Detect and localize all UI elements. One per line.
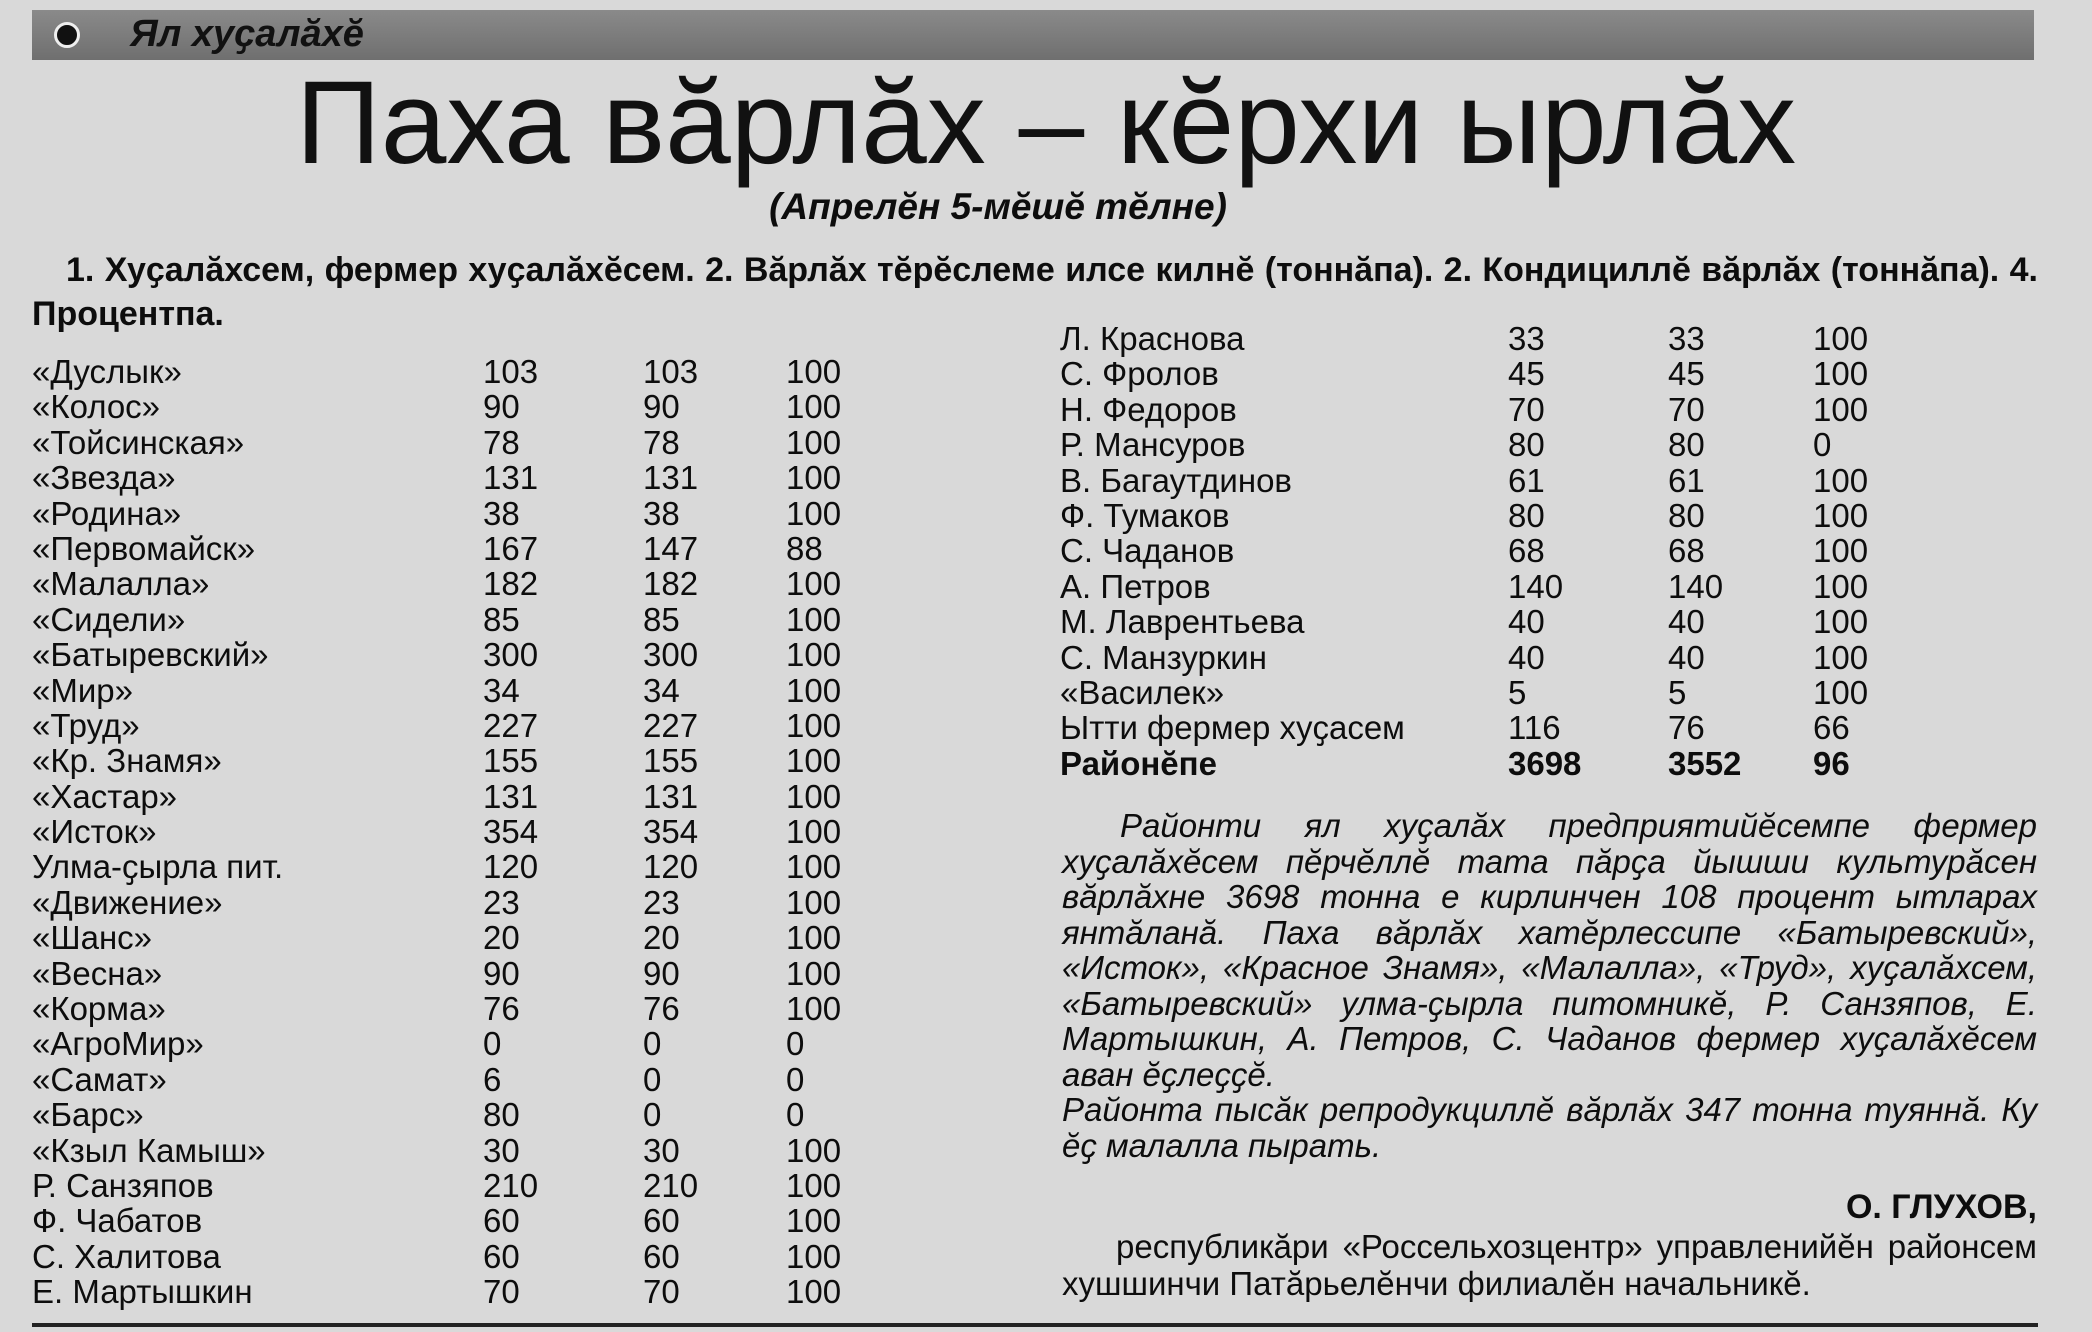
percent-cell: 100: [786, 459, 842, 497]
percent-cell: 100: [786, 1237, 842, 1275]
conditional-tonnes-cell: 38: [643, 494, 680, 532]
farm-name-cell: «Батыревский»: [32, 636, 269, 674]
seed-table-right: [1060, 321, 2040, 781]
farm-name-cell: М. Лаврентьева: [1060, 603, 1305, 641]
conditional-tonnes-cell: 30: [643, 1131, 680, 1169]
percent-cell: 100: [1813, 673, 1869, 711]
conditional-tonnes-cell: 70: [1668, 390, 1705, 428]
farm-name-cell: Е. Мартышкин: [32, 1273, 253, 1311]
submitted-tonnes-cell: 5: [1508, 673, 1527, 711]
farm-name-cell: «Исток»: [32, 813, 157, 851]
submitted-tonnes-cell: 45: [1508, 355, 1545, 393]
summary-text-2: Районта пысӑк репродукциллӗ вӑрлӑх 347 тонна туяннӑ. Ку ӗҫ малалла пырать.: [1062, 1091, 2037, 1164]
percent-cell: 100: [786, 671, 842, 709]
legend-text: 1. Хуҫалӑхсем, фермер хуҫалӑхӗсем. 2. Вӑрлӑх тӗрӗслеме илсе килнӗ (тоннӑпа). 2. Кондициллӗ вӑрлӑх (тоннӑпа). 4. Процентпа.: [32, 251, 2038, 333]
farm-name-cell: Улма-ҫырла пит.: [32, 848, 284, 886]
submitted-tonnes-cell: 131: [483, 459, 539, 497]
percent-cell: 100: [786, 388, 842, 426]
affiliation-text: республикӑри «Россельхозцентр» управленийӗн районсем хушшинчи Патӑрьелӗнчи филиалӗн начальникӗ.: [1062, 1228, 2037, 1302]
submitted-tonnes-cell: 33: [1508, 320, 1545, 357]
table-row: [32, 956, 872, 991]
conditional-tonnes-cell: 61: [1668, 461, 1705, 499]
farm-name-cell: «Тойсинская»: [32, 423, 245, 461]
submitted-tonnes-cell: 167: [483, 529, 539, 567]
conditional-tonnes-cell: 182: [643, 565, 699, 603]
percent-cell: 100: [786, 813, 842, 851]
farm-name-cell: Районӗпе: [1060, 744, 1217, 782]
submitted-tonnes-cell: 23: [483, 883, 520, 921]
submitted-tonnes-cell: 40: [1508, 638, 1545, 676]
summary-paragraph-2: [1062, 1092, 2037, 1163]
table-row: [1060, 604, 2040, 639]
farm-name-cell: С. Фролов: [1060, 355, 1219, 393]
submitted-tonnes-cell: 140: [1508, 567, 1564, 605]
submitted-tonnes-cell: 78: [483, 423, 520, 461]
conditional-tonnes-cell: 60: [643, 1202, 680, 1240]
farm-name-cell: Р. Санзяпов: [32, 1166, 214, 1204]
table-row: [32, 743, 872, 778]
farm-name-cell: С. Чаданов: [1060, 532, 1235, 570]
farm-name-cell: «Весна»: [32, 954, 163, 992]
percent-cell: 100: [1813, 567, 1869, 605]
table-row: [32, 708, 872, 743]
table-row: [32, 1168, 872, 1203]
farm-name-cell: «Кр. Знамя»: [32, 742, 222, 780]
submitted-tonnes-cell: 85: [483, 600, 520, 638]
table-row: [32, 637, 872, 672]
percent-cell: 100: [786, 565, 842, 603]
table-row: [32, 920, 872, 955]
farm-name-cell: С. Манзуркин: [1060, 638, 1267, 676]
conditional-tonnes-cell: 131: [643, 777, 699, 815]
conditional-tonnes-cell: 147: [643, 529, 699, 567]
submitted-tonnes-cell: 80: [1508, 496, 1545, 534]
conditional-tonnes-cell: 34: [643, 671, 680, 709]
percent-cell: 0: [786, 1096, 805, 1134]
farm-name-cell: А. Петров: [1060, 567, 1211, 605]
conditional-tonnes-cell: 131: [643, 459, 699, 497]
table-row: [32, 1097, 872, 1132]
table-row: [1060, 356, 2040, 391]
percent-cell: 100: [786, 423, 842, 461]
submitted-tonnes-cell: 60: [483, 1202, 520, 1240]
percent-cell: 100: [786, 1273, 842, 1311]
percent-cell: 100: [786, 494, 842, 532]
percent-cell: 100: [786, 1202, 842, 1240]
farm-name-cell: «Малалла»: [32, 565, 210, 603]
author-name: О. ГЛУХОВ,: [1845, 1188, 2037, 1226]
summary-text-1: Районти ял хуҫалӑх предприятийӗсемпе фермер хуҫалӑхӗсем пӗрчӗллӗ тата пӑрҫа йышши культурӑсен вӑрлӑхне 3698 тонна е кирлинчен 108 процент ытларах янтӑланӑ. Паха вӑрлӑх хатӗрлессипе «Батыревский», «Исток», «Красное Знамя», «Малалла», «Труд», хуҫалӑхсем, «Батыревский» улма-ҫырла питомникӗ, Р. Санзяпов, Е. Мартышкин, А. Петров, С. Чаданов фермер хуҫалӑхӗсем аван ӗҫлеҫҫӗ.: [1062, 807, 2037, 1093]
table-row: [32, 425, 872, 460]
table-row: [1060, 640, 2040, 675]
farm-name-cell: Ытти фермер хуҫасем: [1060, 709, 1405, 747]
farm-name-cell: «Василек»: [1060, 673, 1225, 711]
percent-cell: 100: [786, 990, 842, 1028]
conditional-tonnes-cell: 90: [643, 388, 680, 426]
farm-name-cell: «Самат»: [32, 1060, 167, 1098]
farm-name-cell: «Шанс»: [32, 919, 153, 957]
farm-name-cell: «Корма»: [32, 990, 166, 1028]
conditional-tonnes-cell: 0: [643, 1096, 662, 1134]
farm-name-cell: «Первомайск»: [32, 529, 256, 567]
submitted-tonnes-cell: 131: [483, 777, 539, 815]
bullet-icon: [54, 22, 80, 48]
percent-cell: 100: [1813, 461, 1869, 499]
conditional-tonnes-cell: 20: [643, 919, 680, 957]
percent-cell: 100: [786, 777, 842, 815]
farm-name-cell: В. Багаутдинов: [1060, 461, 1292, 499]
percent-cell: 100: [786, 636, 842, 674]
table-row: [32, 849, 872, 884]
farm-name-cell: Ф. Чабатов: [32, 1202, 203, 1240]
conditional-tonnes-cell: 0: [643, 1025, 662, 1063]
submitted-tonnes-cell: 40: [1508, 603, 1545, 641]
farm-name-cell: «Барс»: [32, 1096, 144, 1134]
table-row: [1060, 427, 2040, 462]
submitted-tonnes-cell: 61: [1508, 461, 1545, 499]
table-row: [32, 460, 872, 495]
conditional-tonnes-cell: 5: [1668, 673, 1687, 711]
conditional-tonnes-cell: 227: [643, 706, 699, 744]
conditional-tonnes-cell: 76: [643, 990, 680, 1028]
conditional-tonnes-cell: 140: [1668, 567, 1724, 605]
farm-name-cell: «Движение»: [32, 883, 223, 921]
conditional-tonnes-cell: 210: [643, 1166, 699, 1204]
percent-cell: 96: [1813, 744, 1850, 782]
conditional-tonnes-cell: 33: [1668, 320, 1705, 357]
farm-name-cell: Ф. Тумаков: [1060, 496, 1230, 534]
submitted-tonnes-cell: 90: [483, 954, 520, 992]
conditional-tonnes-cell: 80: [1668, 426, 1705, 464]
conditional-tonnes-cell: 23: [643, 883, 680, 921]
submitted-tonnes-cell: 120: [483, 848, 539, 886]
submitted-tonnes-cell: 34: [483, 671, 520, 709]
submitted-tonnes-cell: 155: [483, 742, 539, 780]
submitted-tonnes-cell: 227: [483, 706, 539, 744]
article-subheadline: (Апрелӗн 5-мӗшӗ тӗлне): [769, 186, 1227, 227]
table-row: [32, 1203, 872, 1238]
table-row: [1060, 498, 2040, 533]
table-row: [1060, 533, 2040, 568]
percent-cell: 0: [1813, 426, 1832, 464]
percent-cell: 100: [1813, 496, 1869, 534]
submitted-tonnes-cell: 3698: [1508, 744, 1582, 782]
conditional-tonnes-cell: 80: [1668, 496, 1705, 534]
percent-cell: 100: [1813, 355, 1869, 393]
farm-name-cell: «Кзыл Камыш»: [32, 1131, 266, 1169]
percent-cell: 66: [1813, 709, 1850, 747]
farm-name-cell: «Родина»: [32, 494, 182, 532]
table-row: [32, 389, 872, 424]
submitted-tonnes-cell: 60: [483, 1237, 520, 1275]
conditional-tonnes-cell: 3552: [1668, 744, 1742, 782]
submitted-tonnes-cell: 182: [483, 565, 539, 603]
farm-name-cell: «Хастар»: [32, 777, 178, 815]
table-row: [32, 1026, 872, 1061]
percent-cell: 100: [1813, 390, 1869, 428]
submitted-tonnes-cell: 0: [483, 1025, 502, 1063]
conditional-tonnes-cell: 354: [643, 813, 699, 851]
submitted-tonnes-cell: 68: [1508, 532, 1545, 570]
submitted-tonnes-cell: 80: [483, 1096, 520, 1134]
conditional-tonnes-cell: 68: [1668, 532, 1705, 570]
table-row: [32, 566, 872, 601]
rubric-label: Ял хуҫалӑхӗ: [130, 13, 364, 55]
table-row: [32, 779, 872, 814]
table-row: [1060, 463, 2040, 498]
farm-name-cell: «Звезда»: [32, 459, 176, 497]
table-row: [32, 814, 872, 849]
table-row: [32, 673, 872, 708]
conditional-tonnes-cell: 70: [643, 1273, 680, 1311]
submitted-tonnes-cell: 103: [483, 353, 539, 390]
percent-cell: 100: [786, 600, 842, 638]
percent-cell: 100: [786, 706, 842, 744]
table-row: [32, 885, 872, 920]
percent-cell: 0: [786, 1060, 805, 1098]
farm-name-cell: «АгроМир»: [32, 1025, 204, 1063]
percent-cell: 100: [786, 1166, 842, 1204]
table-row: [32, 991, 872, 1026]
conditional-tonnes-cell: 0: [643, 1060, 662, 1098]
article-summary: [1062, 808, 2037, 1163]
submitted-tonnes-cell: 30: [483, 1131, 520, 1169]
submitted-tonnes-cell: 80: [1508, 426, 1545, 464]
percent-cell: 0: [786, 1025, 805, 1063]
conditional-tonnes-cell: 45: [1668, 355, 1705, 393]
percent-cell: 100: [786, 848, 842, 886]
submitted-tonnes-cell: 70: [1508, 390, 1545, 428]
percent-cell: 100: [786, 1131, 842, 1169]
seed-table-left: [32, 354, 872, 1310]
table-row: [32, 531, 872, 566]
conditional-tonnes-cell: 76: [1668, 709, 1705, 747]
conditional-tonnes-cell: 40: [1668, 638, 1705, 676]
percent-cell: 100: [1813, 320, 1869, 357]
farm-name-cell: «Сидели»: [32, 600, 186, 638]
submitted-tonnes-cell: 76: [483, 990, 520, 1028]
submitted-tonnes-cell: 116: [1508, 709, 1561, 747]
percent-cell: 100: [1813, 603, 1869, 641]
table-row: [32, 1062, 872, 1097]
table-row: [1060, 321, 2040, 356]
farm-name-cell: С. Халитова: [32, 1237, 221, 1275]
percent-cell: 100: [1813, 638, 1869, 676]
percent-cell: 100: [786, 954, 842, 992]
farm-name-cell: «Мир»: [32, 671, 133, 709]
farm-name-cell: «Дуслык»: [32, 353, 182, 390]
percent-cell: 88: [786, 529, 823, 567]
submitted-tonnes-cell: 70: [483, 1273, 520, 1311]
rubric-bar: [32, 10, 2034, 60]
table-row: [1060, 569, 2040, 604]
table-row: [32, 1274, 872, 1309]
submitted-tonnes-cell: 354: [483, 813, 539, 851]
farm-name-cell: Н. Федоров: [1060, 390, 1237, 428]
submitted-tonnes-cell: 20: [483, 919, 520, 957]
submitted-tonnes-cell: 300: [483, 636, 539, 674]
bottom-rule: [32, 1323, 2038, 1327]
conditional-tonnes-cell: 85: [643, 600, 680, 638]
submitted-tonnes-cell: 38: [483, 494, 520, 532]
percent-cell: 100: [1813, 532, 1869, 570]
conditional-tonnes-cell: 103: [643, 353, 699, 390]
table-row: [1060, 392, 2040, 427]
table-row: [32, 354, 872, 389]
farm-name-cell: Р. Мансуров: [1060, 426, 1246, 464]
submitted-tonnes-cell: 90: [483, 388, 520, 426]
percent-cell: 100: [786, 353, 842, 390]
percent-cell: 100: [786, 919, 842, 957]
table-row: [32, 496, 872, 531]
table-row: [1060, 710, 2040, 745]
conditional-tonnes-cell: 90: [643, 954, 680, 992]
table-row: [32, 1239, 872, 1274]
article-headline: Паха вӑрлӑх – кӗрхи ырлӑх: [295, 57, 1797, 189]
conditional-tonnes-cell: 120: [643, 848, 699, 886]
submitted-tonnes-cell: 210: [483, 1166, 539, 1204]
conditional-tonnes-cell: 300: [643, 636, 699, 674]
conditional-tonnes-cell: 60: [643, 1237, 680, 1275]
farm-name-cell: «Колос»: [32, 388, 161, 426]
table-row: [32, 602, 872, 637]
total-row: [1060, 746, 2040, 781]
table-row: [32, 1133, 872, 1168]
farm-name-cell: «Труд»: [32, 706, 140, 744]
submitted-tonnes-cell: 6: [483, 1060, 502, 1098]
percent-cell: 100: [786, 742, 842, 780]
conditional-tonnes-cell: 155: [643, 742, 699, 780]
conditional-tonnes-cell: 78: [643, 423, 680, 461]
author-affiliation: [1062, 1228, 2037, 1302]
percent-cell: 100: [786, 883, 842, 921]
table-row: [1060, 675, 2040, 710]
summary-paragraph-1: [1062, 808, 2037, 1092]
farm-name-cell: Л. Краснова: [1060, 320, 1245, 357]
conditional-tonnes-cell: 40: [1668, 603, 1705, 641]
